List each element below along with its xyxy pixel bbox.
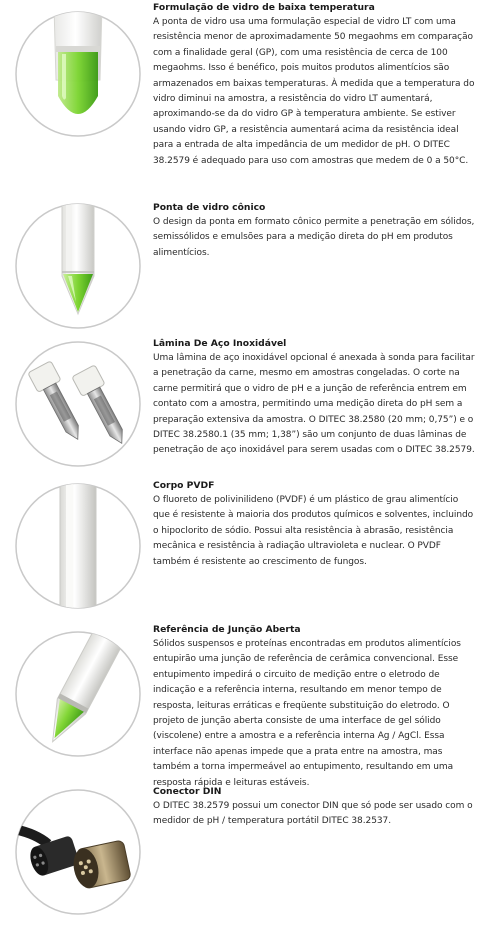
feature-title: Corpo PVDF bbox=[153, 480, 215, 491]
green-glass-tip-icon bbox=[14, 10, 142, 138]
feature-title: Ponta de vidro cônico bbox=[153, 202, 266, 213]
conical-tip-icon bbox=[14, 202, 142, 330]
steel-blades-icon bbox=[14, 340, 142, 468]
feature-description: Sólidos suspensos e proteínas encontradas em produtos alimentícios entupirão uma junção de referência de cerâmica convencional. Esse entupimento impedirá o circuito de medição entre o eletrodo de indicação e a referência interna, resultando em menor tempo de resposta, leituras erráticas e freqüente substituição do eletrodo. O projeto de junção aberta consiste de uma interface de gel sólido (viscolene) entre a amostra e a referência interna Ag / AgCl. Essa interface não apenas impede que a prata entre na amostra, mas também a torna impermeável ao entupimento, resultando em uma resposta rápida e leituras estáveis. bbox=[153, 639, 461, 788]
feature-description: O design da ponta em formato cônico permite a penetração em sólidos, semissólidos e emulsões para a medição direta do pH em produtos alimentícios. bbox=[153, 217, 475, 258]
feature-title: Referência de Junção Aberta bbox=[153, 624, 301, 635]
open-junction-tip-icon bbox=[14, 630, 142, 758]
feature-description: O fluoreto de polivinilideno (PVDF) é um plástico de grau alimentício que é resistente à maioria dos produtos químicos e solventes, incluindo o hipoclorito de sódio. Possui alta resistência à abrasão, resistência mecânica e resistência à radiação ultravioleta e nuclear. O PVDF também é resistente ao crescimento de fungos. bbox=[153, 495, 474, 567]
pvdf-body-icon bbox=[14, 482, 142, 610]
feature-description: A ponta de vidro usa uma formulação especial de vidro LT com uma resistência menor de aproximadamente 50 megaohms em comparação com a finalidade geral (GP), com uma resistência de cerca de 100 megaohms. Isso é benéfico, pois muitos produtos alimentícios são armazenados em baixas temperaturas. À medida que a temperatura do vidro diminui na amostra, a resistência do vidro LT aumentará, aproximando-se da do vidro GP à temperatura ambiente. Se estiver usando vidro GP, a resistência aumentará acima da resistência ideal para a entrada de alta impedância de um medidor de pH. O DITEC 38.2579 é adequado para uso com amostras que medem de 0 a 50°C. bbox=[153, 17, 475, 166]
feature-title: Conector DIN bbox=[153, 786, 222, 797]
feature-description: O DITEC 38.2579 possui um conector DIN que só pode ser usado com o medidor de pH / temperatura portátil DITEC 38.2537. bbox=[153, 801, 473, 827]
feature-description: Uma lâmina de aço inoxidável opcional é anexada à sonda para facilitar a penetração da carne, mesmo em amostras congeladas. O corte na carne permitirá que o vidro de pH e a junção de referência entrem em contato com a amostra, permitindo uma medição direta do pH sem a preparação extensiva da amostra. O DITEC 38.2580 (20 mm; 0,75”) e o DITEC 38.2580.1 (35 mm; 1,38”) são um conjunto de duas lâminas de penetração de aço inoxidável para serem usadas com o DITEC 38.2579. bbox=[153, 353, 475, 456]
din-connector-icon bbox=[14, 788, 142, 916]
feature-title: Formulação de vidro de baixa temperatura bbox=[153, 2, 375, 13]
feature-title: Lâmina De Aço Inoxidável bbox=[153, 338, 287, 349]
